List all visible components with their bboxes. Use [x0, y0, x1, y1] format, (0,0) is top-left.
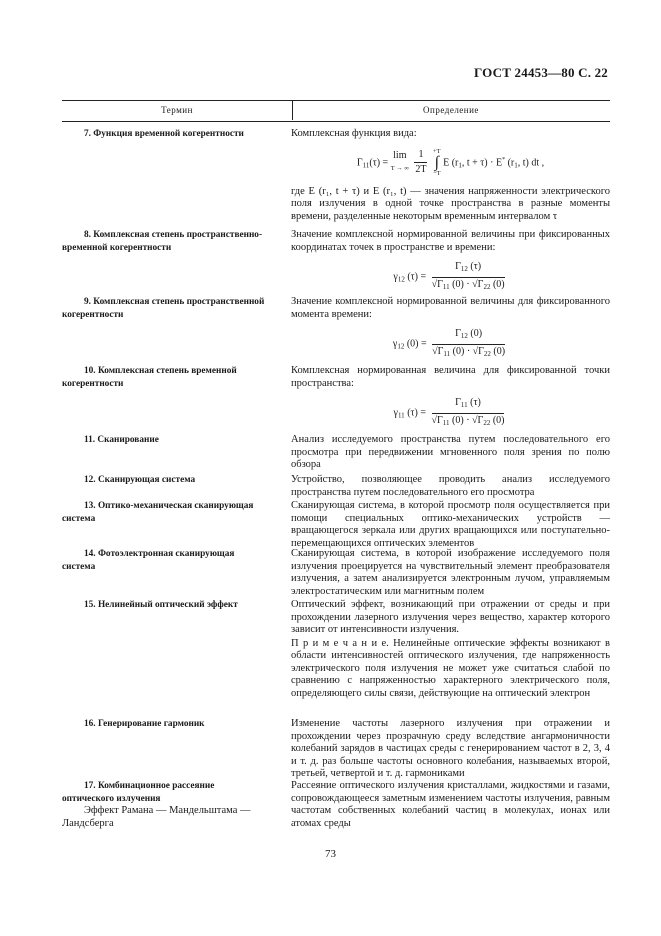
formula-9: $\gamma_{12}$ (0) = $\frac{\Gamma_{12} (0)}{√\Gamma_{11} (0) \cdot √\Gamma_{22} (0)}$	[392, 328, 506, 358]
definition-7-after: где E (r₁, t + τ) и E (r₁, t) — значения напряженности электрического поля излучения в одной точке пространства в разные моменты времени, разделенные некоторым временным интервалом τ	[291, 185, 610, 222]
formula-10: $\gamma_{11}$ (τ) = $\frac{\Gamma_{11} (\tau)}{√\Gamma_{11} (0) \cdot √\Gamma_{22} (0)}$	[393, 397, 505, 427]
definition-9-text: Значение комплексной нормированной величины для фиксированного момента времени:	[291, 296, 610, 320]
term-8: 8. Комплексная степень пространственно-временной когерентности	[62, 230, 263, 253]
definition-15-note	[291, 638, 610, 701]
definition-13-text: Сканирующая система, в которой просмотр поля осуществляется при помощи специальных оптико-механических устройств — вращающегося зеркала или других вращающихся или поступательно-перемещающихся оптических элементов	[291, 500, 610, 549]
term-7: 7. Функция временной когерентности	[84, 129, 244, 139]
formula-7: $\Gamma_{11}(\tau) = \lim$ T → ∞ $\frac{1}{2T}$ +T ∫ −T E ($r_1$, t + τ) · E* ($r_1$, t) dt ,	[356, 147, 545, 177]
column-header-term: Термин	[161, 105, 193, 115]
term-9: 9. Комплексная степень пространственной когерентности	[62, 297, 265, 320]
term-12: 12. Сканирующая система	[84, 475, 196, 485]
formula-8: $\gamma_{12}$ (τ) = $\frac{\Gamma_{12} (\tau)}{√\Gamma_{11} (0) \cdot √\Gamma_{22} (0)}$	[393, 261, 505, 291]
definition-10-text: Комплексная нормированная величина для фиксированной точки пространства:	[291, 365, 610, 389]
definition-12-text: Устройство, позволяющее проводить анализ исследуемого пространства путем последовательного его просмотра	[291, 474, 610, 498]
definition-14-text: Сканирующая система, в которой изображение исследуемого поля излучения проецируется на чувствительный элемент преобразователя излучения, а затем анализируется электронным лучом, управляемым электростатическим или магнитным полем	[291, 548, 610, 597]
term-17-main: 17. Комбинационное рассеяние оптического излучения	[62, 781, 215, 804]
definition-13	[291, 500, 610, 550]
definition-10	[291, 365, 610, 437]
definition-12	[291, 474, 610, 499]
term-14: 14. Фотоэлектронная сканирующая система	[62, 549, 235, 572]
definition-14	[291, 548, 610, 598]
column-header-definition: Определение	[423, 105, 479, 115]
term-16: 16. Генерирование гармоник	[84, 719, 205, 729]
definition-8-text: Значение комплексной нормированной величины при фиксированных координатах точек в пространстве и времени:	[291, 229, 610, 253]
definition-7	[291, 128, 610, 223]
definition-17	[291, 780, 610, 830]
definition-9	[291, 296, 610, 368]
note-label: П р и м е ч а н и е.	[291, 637, 389, 649]
definition-16	[291, 718, 610, 781]
term-15: 15. Нелинейный оптический эффект	[84, 600, 238, 610]
definition-11-text: Анализ исследуемого пространства путем последовательного его просмотра при передвижении мгновенного поля зрения по полю обзора	[291, 434, 610, 470]
term-17	[62, 780, 268, 830]
term-17-alt: Эффект Рамана — Мандельштама — Ландсберга	[62, 805, 251, 829]
definition-15-text: Оптический эффект, возникающий при отражении от среды и при прохождении лазерного излучения через вещество, характер которого зависит от интенсивности излучения.	[291, 599, 610, 635]
page-header-code: ГОСТ 24453—80 С. 22	[474, 65, 608, 80]
definition-7-intro: Комплексная функция вида:	[291, 128, 417, 139]
column-divider	[62, 100, 610, 120]
term-11: 11. Сканирование	[84, 435, 159, 445]
term-13: 13. Оптико-механическая сканирующая система	[62, 501, 254, 524]
definition-16-text: Изменение частоты лазерного излучения при отражении и прохождении через прозрачную среду вследствие ангармоничности колебаний зарядов в частицах среды с генерированием частот в 2, 3, 4 и т. д. раз больше частоты основного колебания, называемых второй, третьей, четвертой и т. д. гармониками	[291, 718, 610, 779]
definition-17-text: Рассеяние оптического излучения кристаллами, жидкостями и газами, сопровождающееся заметным изменением частоты излучения, равным частотам собственных колебаний частиц в молекулах, ионах или атомах среды	[291, 780, 610, 829]
note-text: Нелинейные оптические эффекты возникают в области интенсивностей оптического излучения, где напряженность электрического поля излучения не может уже считаться слабой по сравнению с напряженностью характерного электрического поля, определяющего силы связи, действующие на оптический электрон	[291, 637, 610, 699]
term-10: 10. Комплексная степень временной когерентности	[62, 366, 237, 389]
definition-15	[291, 599, 610, 700]
definition-8	[291, 229, 610, 301]
page-number: 73	[325, 848, 336, 860]
definition-11	[291, 434, 610, 472]
